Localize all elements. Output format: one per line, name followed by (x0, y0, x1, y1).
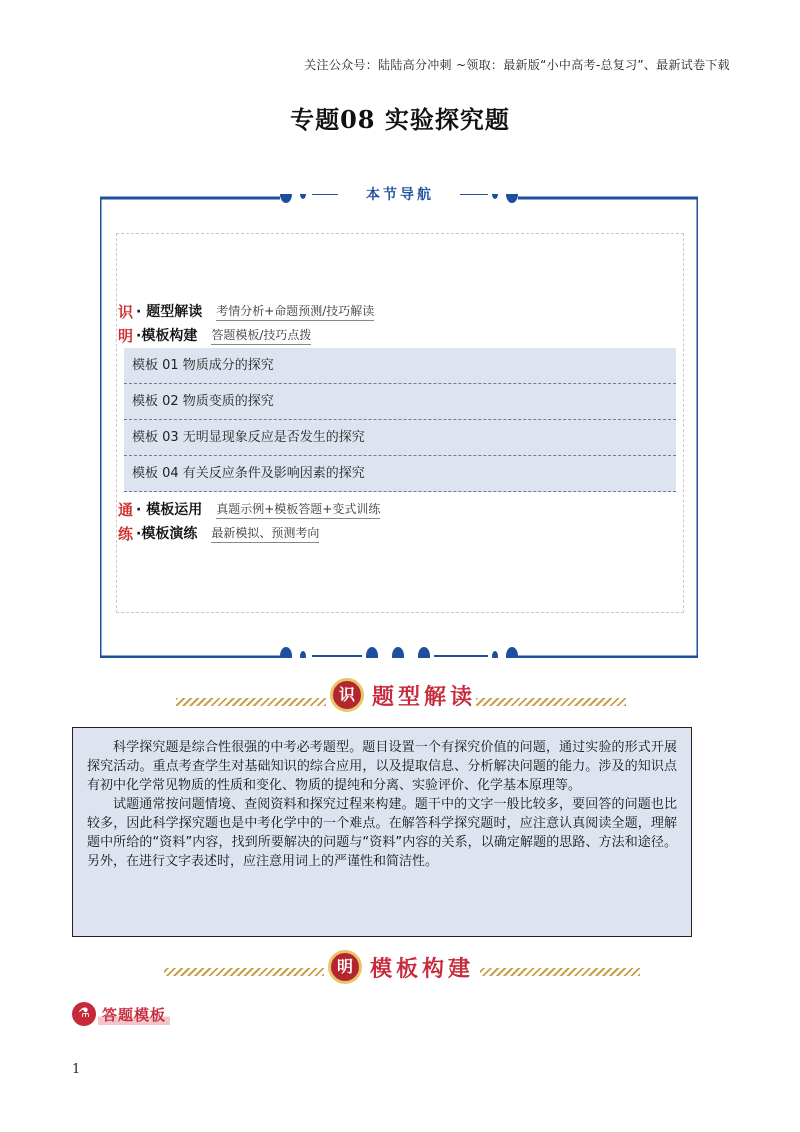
template-item-02[interactable]: 模板 02 物质变质的探究 (124, 384, 676, 420)
section-char: 明 (118, 326, 134, 345)
medal-icon: 识 (330, 678, 364, 712)
intro-paragraph-2: 试题通常按问题情境、查阅资料和探究过程来构建。题干中的文字一般比较多，要回答的问题也比较多，因此科学探究题也是中考化学中的一个难点。在解答科学探究题时，应注意认真阅读全题，理解题中所给的“资料”内容，找到所要解决的问题与“资料”内容的关系，以确定解题的思路、方法和途径。另外，在进行文字表述时，应注意用词上的严谨性和简洁性。 (87, 797, 677, 869)
answer-template-badge (72, 1002, 170, 1026)
header-note: 关注公众号：陆陆高分冲刺 ~领取：最新版“小中高考-总复习”、最新试卷下载 (304, 58, 730, 72)
nav-section-build[interactable] (118, 324, 311, 346)
banner-title: 题型解读 (372, 684, 477, 710)
template-item-04[interactable]: 模板 04 有关反应条件及影响因素的探究 (124, 456, 676, 492)
nav-section-practice[interactable] (118, 522, 319, 544)
banner-stripe (176, 698, 326, 706)
template-list (124, 348, 676, 492)
banner-stripe (476, 698, 626, 706)
section-banner-build (0, 946, 800, 990)
nav-title: 本节导航 (366, 187, 434, 203)
section-desc: 考情分析+命题预测/技巧解读 (216, 302, 374, 321)
flask-icon: ⚗ (72, 1002, 96, 1026)
intro-paragraph-1: 科学探究题是综合性很强的中考必考题型。题目设置一个有探究价值的问题，通过实验的形式开展探究活动。重点考查学生对基础知识的综合应用，以及提取信息、分析解决问题的能力。涉及的知识点有初中化学常见物质的性质和变化、物质的提纯和分离、实验评价、化学基本原理等。 (87, 740, 677, 793)
section-banner-intro (0, 674, 800, 718)
answer-template-label: 答题模板 (98, 1004, 170, 1025)
section-desc: 答题模板/技巧点拨 (211, 326, 311, 345)
section-desc: 最新模拟、预测考向 (211, 524, 319, 543)
section-char: 练 (118, 524, 134, 543)
banner-stripe (480, 968, 640, 976)
section-label: ·模板构建 (136, 328, 198, 344)
section-label: · 模板运用 (136, 502, 203, 518)
banner-title: 模板构建 (370, 956, 475, 982)
section-desc: 真题示例+模板答题+变式训练 (216, 500, 380, 519)
section-char: 识 (118, 302, 134, 321)
section-label: ·模板演练 (136, 526, 198, 542)
template-item-01[interactable]: 模板 01 物质成分的探究 (124, 348, 676, 384)
page-title: 专题08 实验探究题 (290, 105, 510, 134)
nav-section-intro[interactable] (118, 300, 374, 322)
page-number: 1 (72, 1062, 81, 1077)
intro-text-box (72, 727, 692, 937)
banner-stripe (164, 968, 324, 976)
section-char: 通 (118, 500, 134, 519)
nav-section-apply[interactable] (118, 498, 380, 520)
medal-icon: 明 (328, 950, 362, 984)
section-label: · 题型解读 (136, 304, 203, 320)
template-item-03[interactable]: 模板 03 无明显现象反应是否发生的探究 (124, 420, 676, 456)
